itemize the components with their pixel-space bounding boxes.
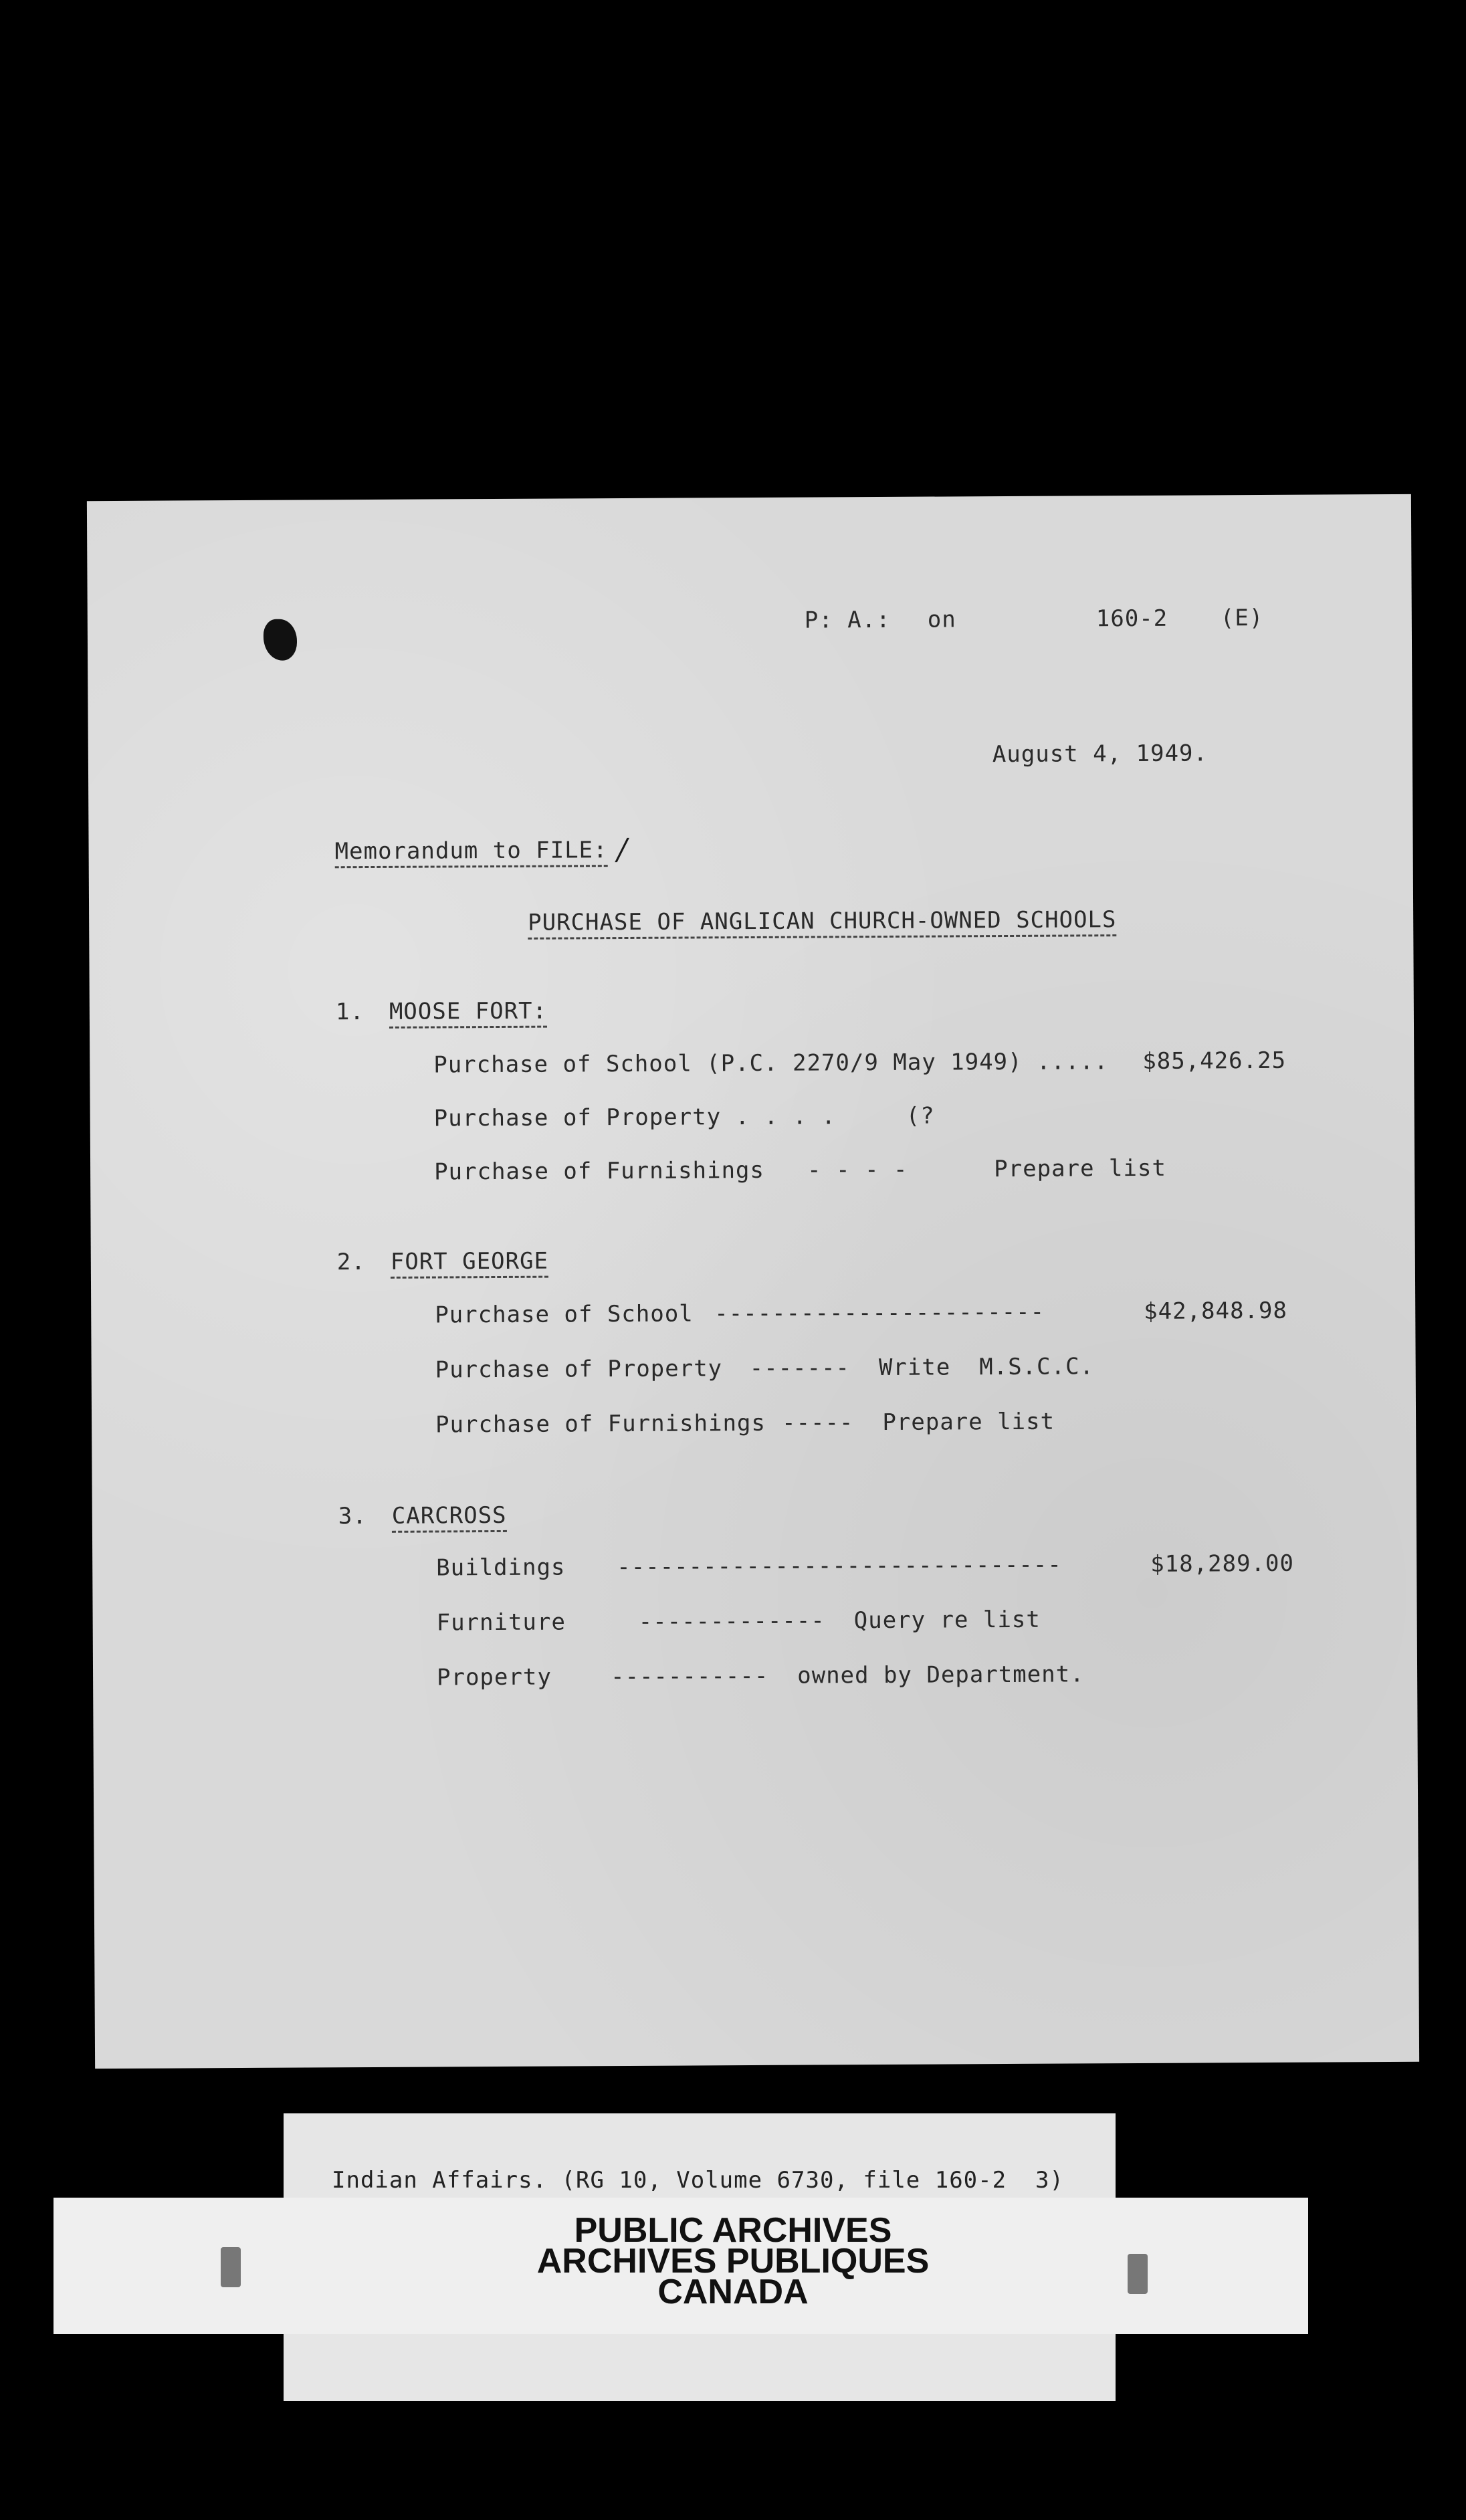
line-note: - - - - Prepare list <box>807 1154 1166 1184</box>
archive-stamp <box>0 2211 1466 2311</box>
line-note: ----- Prepare list <box>782 1408 1055 1437</box>
line-label: Property <box>436 1663 552 1691</box>
line-label: Purchase of Furnishings <box>435 1409 766 1439</box>
line-note: (? <box>906 1102 935 1130</box>
header-ref-left: P: A.: <box>804 606 891 634</box>
header-ref-suffix: (E) <box>1220 604 1264 632</box>
archive-line-1: PUBLIC ARCHIVES <box>574 2211 892 2250</box>
line-label: Buildings <box>436 1554 566 1582</box>
section-heading: FORT GEORGE <box>391 1248 548 1279</box>
archive-reference: Indian Affairs. (RG 10, Volume 6730, file 160-2 3) <box>332 2167 1064 2194</box>
line-note: ----------- owned by Department. <box>610 1661 1085 1691</box>
memo-subject: PURCHASE OF ANGLICAN CHURCH-OWNED SCHOOLS <box>528 906 1116 940</box>
memo-title: Memorandum to FILE: <box>335 837 608 868</box>
section-heading: CARCROSS <box>392 1502 507 1533</box>
line-label: Purchase of Furnishings <box>434 1156 765 1186</box>
section-number: 1. <box>335 999 364 1026</box>
handwritten-mark: / <box>617 832 628 867</box>
line-amount: $42,848.98 <box>1144 1297 1288 1325</box>
memo-date: August 4, 1949. <box>992 740 1209 768</box>
header-ref-file: 160-2 <box>1095 605 1168 633</box>
line-note: ------------------------------- <box>617 1551 1062 1581</box>
line-note: ------- Write M.S.C.C. <box>749 1353 1095 1382</box>
line-note: ----------------------- <box>714 1298 1045 1328</box>
section-heading: MOOSE FORT: <box>389 998 547 1029</box>
ink-blot <box>264 619 297 661</box>
line-amount: $18,289.00 <box>1150 1550 1295 1578</box>
line-label: Furniture <box>436 1608 566 1637</box>
document-page <box>87 494 1419 2069</box>
section-number: 2. <box>336 1249 366 1276</box>
line-label: Purchase of School <box>435 1300 694 1329</box>
archive-line-3: CANADA <box>657 2273 809 2311</box>
line-amount: $85,426.25 <box>1142 1047 1287 1075</box>
line-label: Purchase of Property <box>435 1355 723 1384</box>
section-number: 3. <box>338 1503 367 1530</box>
archive-line-2: ARCHIVES PUBLIQUES <box>536 2242 930 2281</box>
line-note: ------------- Query re list <box>638 1606 1041 1635</box>
header-ref-on: on <box>927 606 956 633</box>
line-label: Purchase of Property . . . . <box>433 1103 836 1132</box>
line-label: Purchase of School (P.C. 2270/9 May 1949) ..... <box>433 1048 1109 1079</box>
